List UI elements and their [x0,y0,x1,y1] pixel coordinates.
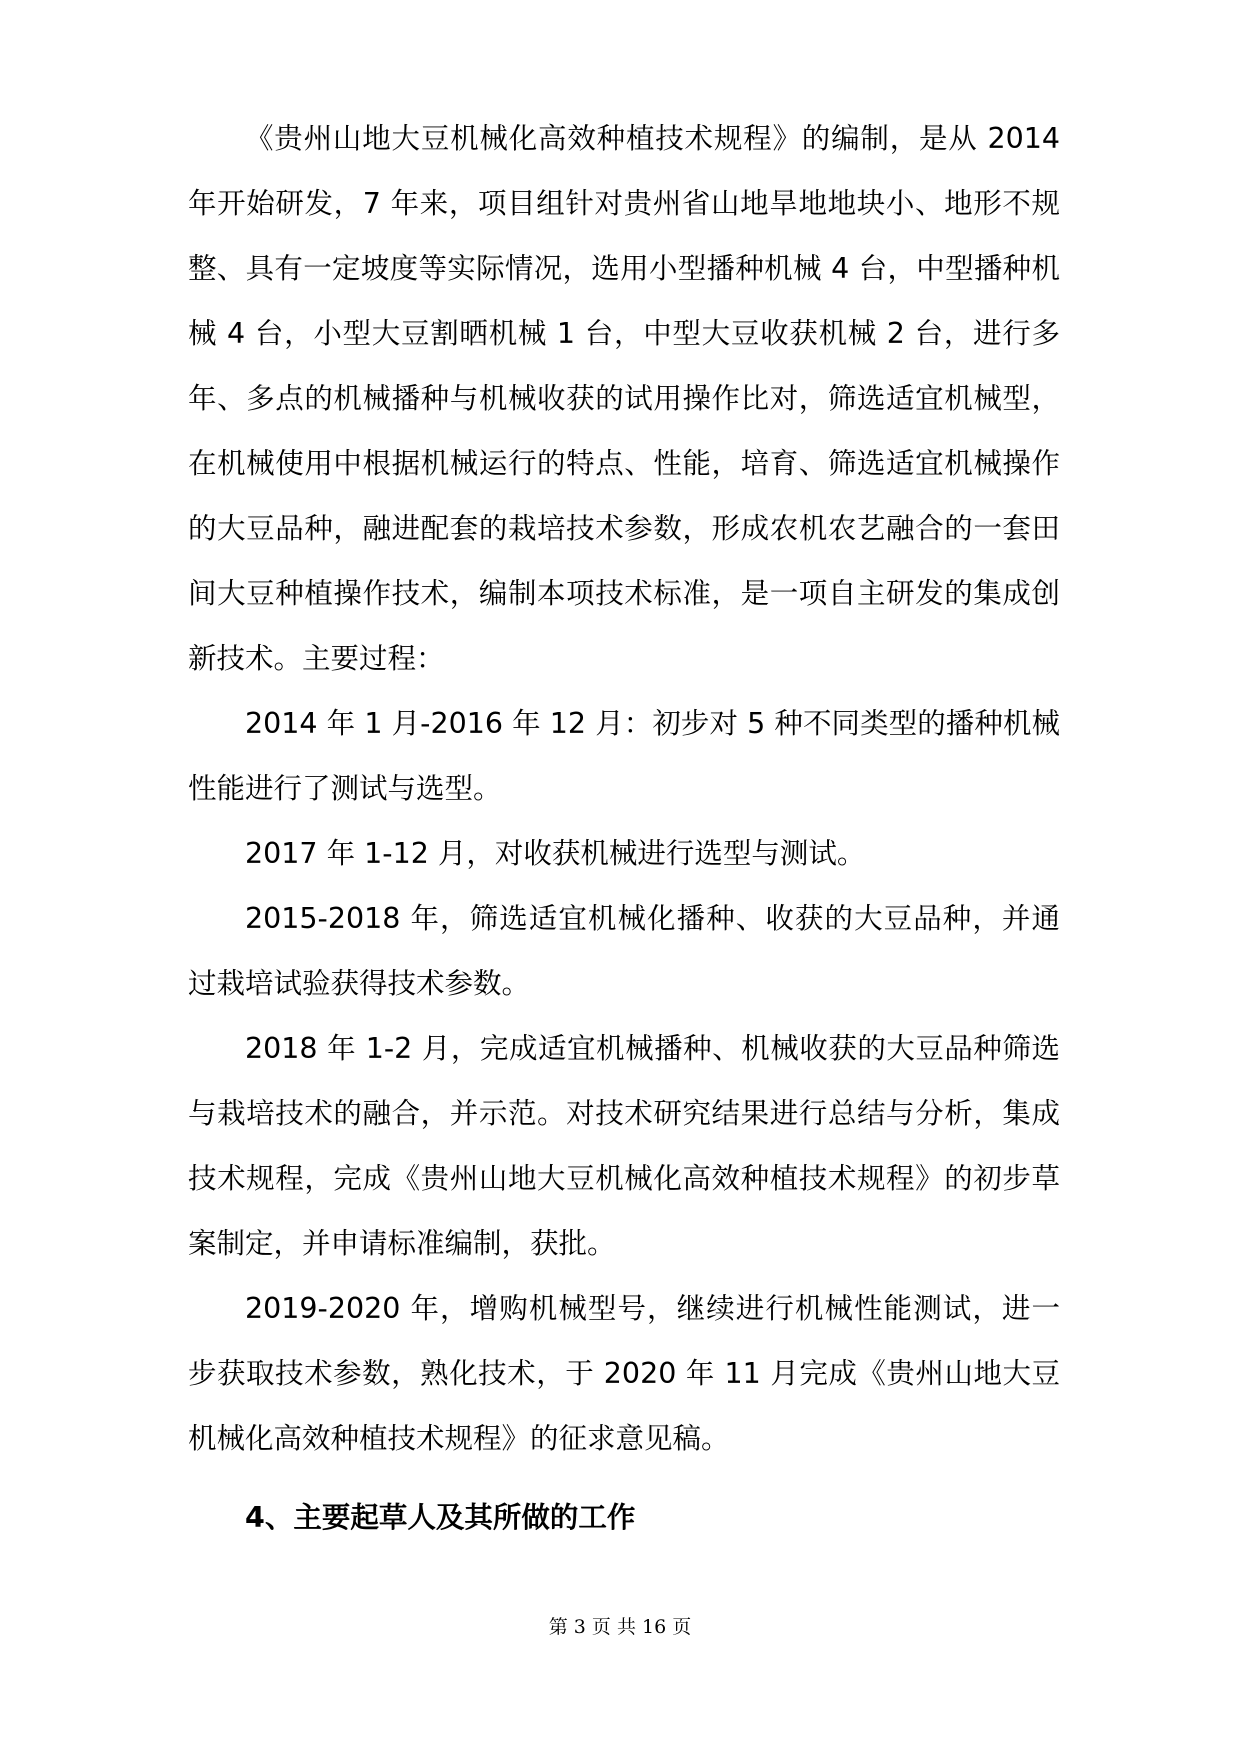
document-body [188,106,1060,1550]
page-number-footer: 第 3 页 共 16 页 [548,1616,692,1638]
paragraph-2019-2020: 2019-2020 年，增购机械型号，继续进行机械性能测试，进一步获取技术参数，熟化技术，于 2020 年 11 月完成《贵州山地大豆机械化高效种植技术规程》的征求意见稿。 [188,1292,1060,1455]
paragraph-overview: 《贵州山地大豆机械化高效种植技术规程》的编制，是从 2014 年开始研发，7 年来，项目组针对贵州省山地旱地地块小、地形不规整、具有一定坡度等实际情况，选用小型播种机械 4 台，中型播种机械 4 台，小型大豆割晒机械 1 台，中型大豆收获机械 2 台，进行多年、多点的机械播种与机械收获的试用操作比对，筛选适宜机械型，在机械使用中根据机械运行的特点、性能，培育、筛选适宜机械操作的大豆品种，融进配套的栽培技术参数，形成农机农艺融合的一套田间大豆种植操作技术，编制本项技术标准，是一项自主研发的集成创新技术。主要过程： [188,122,1060,675]
paragraph-2014-2016: 2014 年 1 月-2016 年 12 月：初步对 5 种不同类型的播种机械性能进行了测试与选型。 [188,707,1060,805]
paragraph-2017: 2017 年 1-12 月，对收获机械进行选型与测试。 [245,837,866,870]
paragraph-2018: 2018 年 1-2 月，完成适宜机械播种、机械收获的大豆品种筛选与栽培技术的融合，并示范。对技术研究结果进行总结与分析，集成技术规程，完成《贵州山地大豆机械化高效种植技术规程》的初步草案制定，并申请标准编制，获批。 [188,1032,1060,1260]
section-heading: 4、主要起草人及其所做的工作 [245,1501,636,1534]
paragraph-2015-2018: 2015-2018 年，筛选适宜机械化播种、收获的大豆品种，并通过栽培试验获得技术参数。 [188,902,1060,1000]
